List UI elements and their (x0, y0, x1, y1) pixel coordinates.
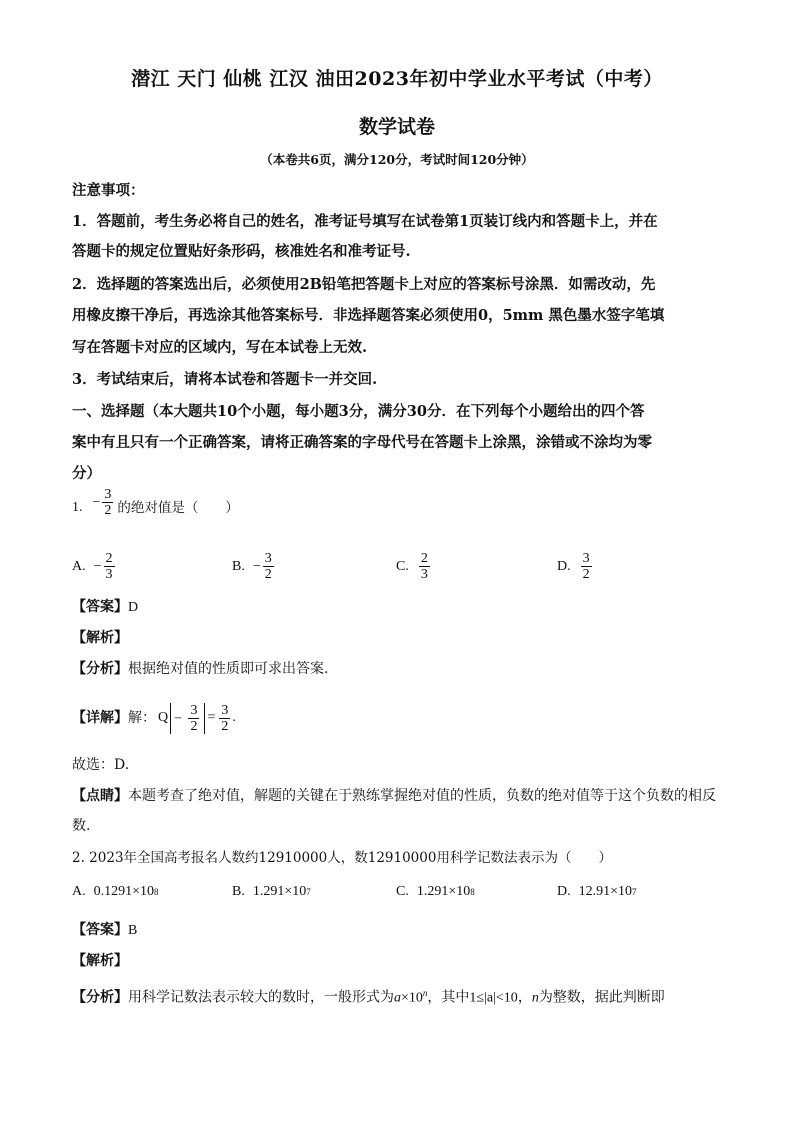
q1-option-b-sign: − (252, 558, 261, 574)
q1-detail-frac (188, 703, 199, 734)
q1-frac-num: 3 (104, 487, 112, 502)
q1-fenxi: 根据绝对值的性质即可求出答案. (128, 661, 329, 677)
q2-fenxi-c: ， (517, 989, 532, 1006)
q2-fenxi-n: n (531, 990, 539, 1006)
section1-line3: 分） (72, 465, 101, 482)
q1-detail-den: 2 (190, 718, 198, 734)
q2-option-c-exp: 8 (470, 887, 475, 897)
q1-frac-sign: − (92, 494, 101, 510)
notice-item1-line1: 1．答题前，考生务必将自己的姓名，准考证号填写在试卷第1页装订线内和答题卡上，并在 (72, 213, 658, 230)
q2-stem: 2. 2023年全国高考报名人数约12910000人，数12910000用科学记数法表示为（ ） (72, 850, 612, 866)
q1-option-c-num: 2 (420, 551, 428, 566)
q2-answer-label: 【答案】 (72, 922, 128, 938)
q2-option-d-base: 12.91×10 (578, 884, 633, 899)
q1-dianjing-line1: 本题考查了绝对值，解题的关键在于熟练掌握绝对值的性质，负数的绝对值等于这个负数的相反 (128, 788, 716, 804)
notice-item2-line2: 用橡皮擦干净后，再选涂其他答案标号．非选择题答案必须使用0，5mm 黑色墨水签字笔填 (72, 307, 665, 324)
q1-detail-end: . (232, 710, 236, 725)
q2-option-b-letter: B. (232, 884, 245, 899)
q2-option-d-exp: 7 (632, 887, 637, 897)
q1-stem (72, 487, 732, 518)
q1-detail-rnum: 3 (221, 702, 229, 718)
q1-detail-rden: 2 (221, 718, 229, 734)
q1-option-d (557, 551, 594, 582)
q2-fenxi-d: 为整数，据此判断即 (538, 989, 665, 1006)
q1-option-d-letter: D. (557, 558, 571, 574)
q1-dianjing-label: 【点睛】 (72, 788, 128, 804)
section1-line2: 案中有且只有一个正确答案，请将正确答案的字母代号在答题卡上涂黑，涂错或不涂均为零 (72, 434, 652, 451)
q1-option-b-frac (263, 551, 274, 582)
exam-note: （本卷共6页，满分120分，考试时间120分钟） (260, 152, 534, 167)
q1-option-d-den: 2 (582, 567, 590, 582)
q2-option-b-base: 1.291×10 (252, 884, 307, 899)
q1-detail-num: 3 (190, 702, 198, 718)
q1-option-c-den: 3 (420, 567, 428, 582)
notice-item2-line1: 2．选择题的答案选出后，必须使用2B铅笔把答题卡上对应的答案标号涂黑．如需改动，先 (72, 276, 656, 293)
q1-dianjing-row (72, 786, 732, 806)
q2-analysis-row (72, 951, 732, 971)
notice-item2-line3: 写在答题卡对应的区域内，写在本试卷上无效. (72, 339, 368, 356)
q1-number: 1. (72, 500, 83, 515)
q1-option-d-frac (581, 551, 592, 582)
q1-frac-den: 2 (104, 503, 112, 518)
q1-detail-row (72, 700, 732, 736)
notice-item3: 3．考试结束后，请将本试卷和答题卡一并交回. (72, 371, 378, 388)
q2-answer: B (128, 923, 138, 938)
q1-option-a (72, 551, 117, 582)
q1-option-a-den: 3 (105, 567, 113, 582)
q2-fenxi-formula-x: ×10 (401, 990, 423, 1006)
q2-option-c-letter: C. (396, 884, 409, 899)
q2-option-d (557, 884, 637, 900)
q2-fenxi-label: 【分析】 (72, 989, 128, 1006)
q1-detail-prefix: 解： (128, 710, 156, 726)
q2-answer-row (72, 920, 732, 941)
q1-detail-sign: − (174, 711, 183, 726)
q1-option-c (396, 551, 432, 582)
q2-option-b-exp: 7 (306, 887, 311, 897)
q1-option-a-letter: A. (72, 558, 86, 574)
q1-option-b (232, 551, 276, 582)
q1-option-d-num: 3 (582, 551, 590, 566)
exam-title: 潜江 天门 仙桃 江汉 油田2023年初中学业水平考试（中考） (131, 68, 663, 90)
q2-option-c-base: 1.291×10 (416, 884, 471, 899)
q2-option-a (72, 884, 159, 900)
q2-option-b (232, 884, 311, 900)
q2-fenxi-formula-a: a (394, 990, 401, 1006)
q2-fenxi-row (72, 983, 732, 1009)
q1-detail-result (219, 703, 230, 734)
q1-detail-label: 【详解】 (72, 710, 128, 726)
q2-analysis-label: 【解析】 (72, 953, 128, 969)
q1-choose: 故选：D. (72, 757, 130, 773)
q1-fraction (93, 487, 116, 518)
q2-fenxi-formula-n: n (422, 988, 428, 998)
q1-option-c-letter: C. (396, 558, 409, 574)
q2-option-a-base: 0.1291×10 (93, 884, 155, 899)
q1-stem-tail: 的绝对值是（ ） (117, 500, 239, 516)
notice-heading: 注意事项： (72, 182, 145, 199)
q1-option-a-num: 2 (105, 551, 113, 566)
q1-analysis-label: 【解析】 (72, 630, 128, 646)
q2-fenxi-range: 1≤|a|<10 (469, 990, 518, 1006)
q1-option-a-sign: − (93, 558, 102, 574)
q1-option-b-letter: B. (232, 558, 245, 574)
q1-dianjing-line2: 数. (72, 818, 91, 834)
q2-fenxi-b: ，其中 (427, 989, 470, 1006)
q1-fenxi-label: 【分析】 (72, 661, 128, 677)
q1-detail-abs (170, 703, 205, 734)
q1-frac (102, 487, 113, 518)
q2-option-a-letter: A. (72, 884, 86, 899)
q2-option-a-exp: 8 (154, 887, 159, 897)
notice-item1-line2: 答题卡的规定位置贴好条形码，核准姓名和准考证号. (72, 243, 411, 260)
q2-fenxi-a: 用科学记数法表示较大的数时，一般形式为 (128, 989, 394, 1006)
q1-option-b-num: 3 (264, 551, 272, 566)
q2-option-c (396, 884, 475, 900)
q1-option-c-frac (419, 551, 430, 582)
q1-detail-q: Q (158, 710, 169, 725)
q1-detail-eq: = (207, 710, 216, 725)
q1-answer-row (72, 597, 732, 618)
q1-answer: D (128, 600, 139, 615)
q1-analysis-row (72, 628, 732, 648)
q2-option-d-letter: D. (557, 884, 571, 899)
exam-subtitle: 数学试卷 (358, 116, 435, 138)
q1-option-b-den: 2 (264, 567, 272, 582)
q1-option-a-frac (104, 551, 115, 582)
q1-fenxi-row (72, 659, 732, 679)
section1-line1: 一、选择题（本大题共10个小题，每小题3分，满分30分．在下列每个小题给出的四个答 (72, 403, 645, 420)
q1-answer-label: 【答案】 (72, 599, 128, 615)
